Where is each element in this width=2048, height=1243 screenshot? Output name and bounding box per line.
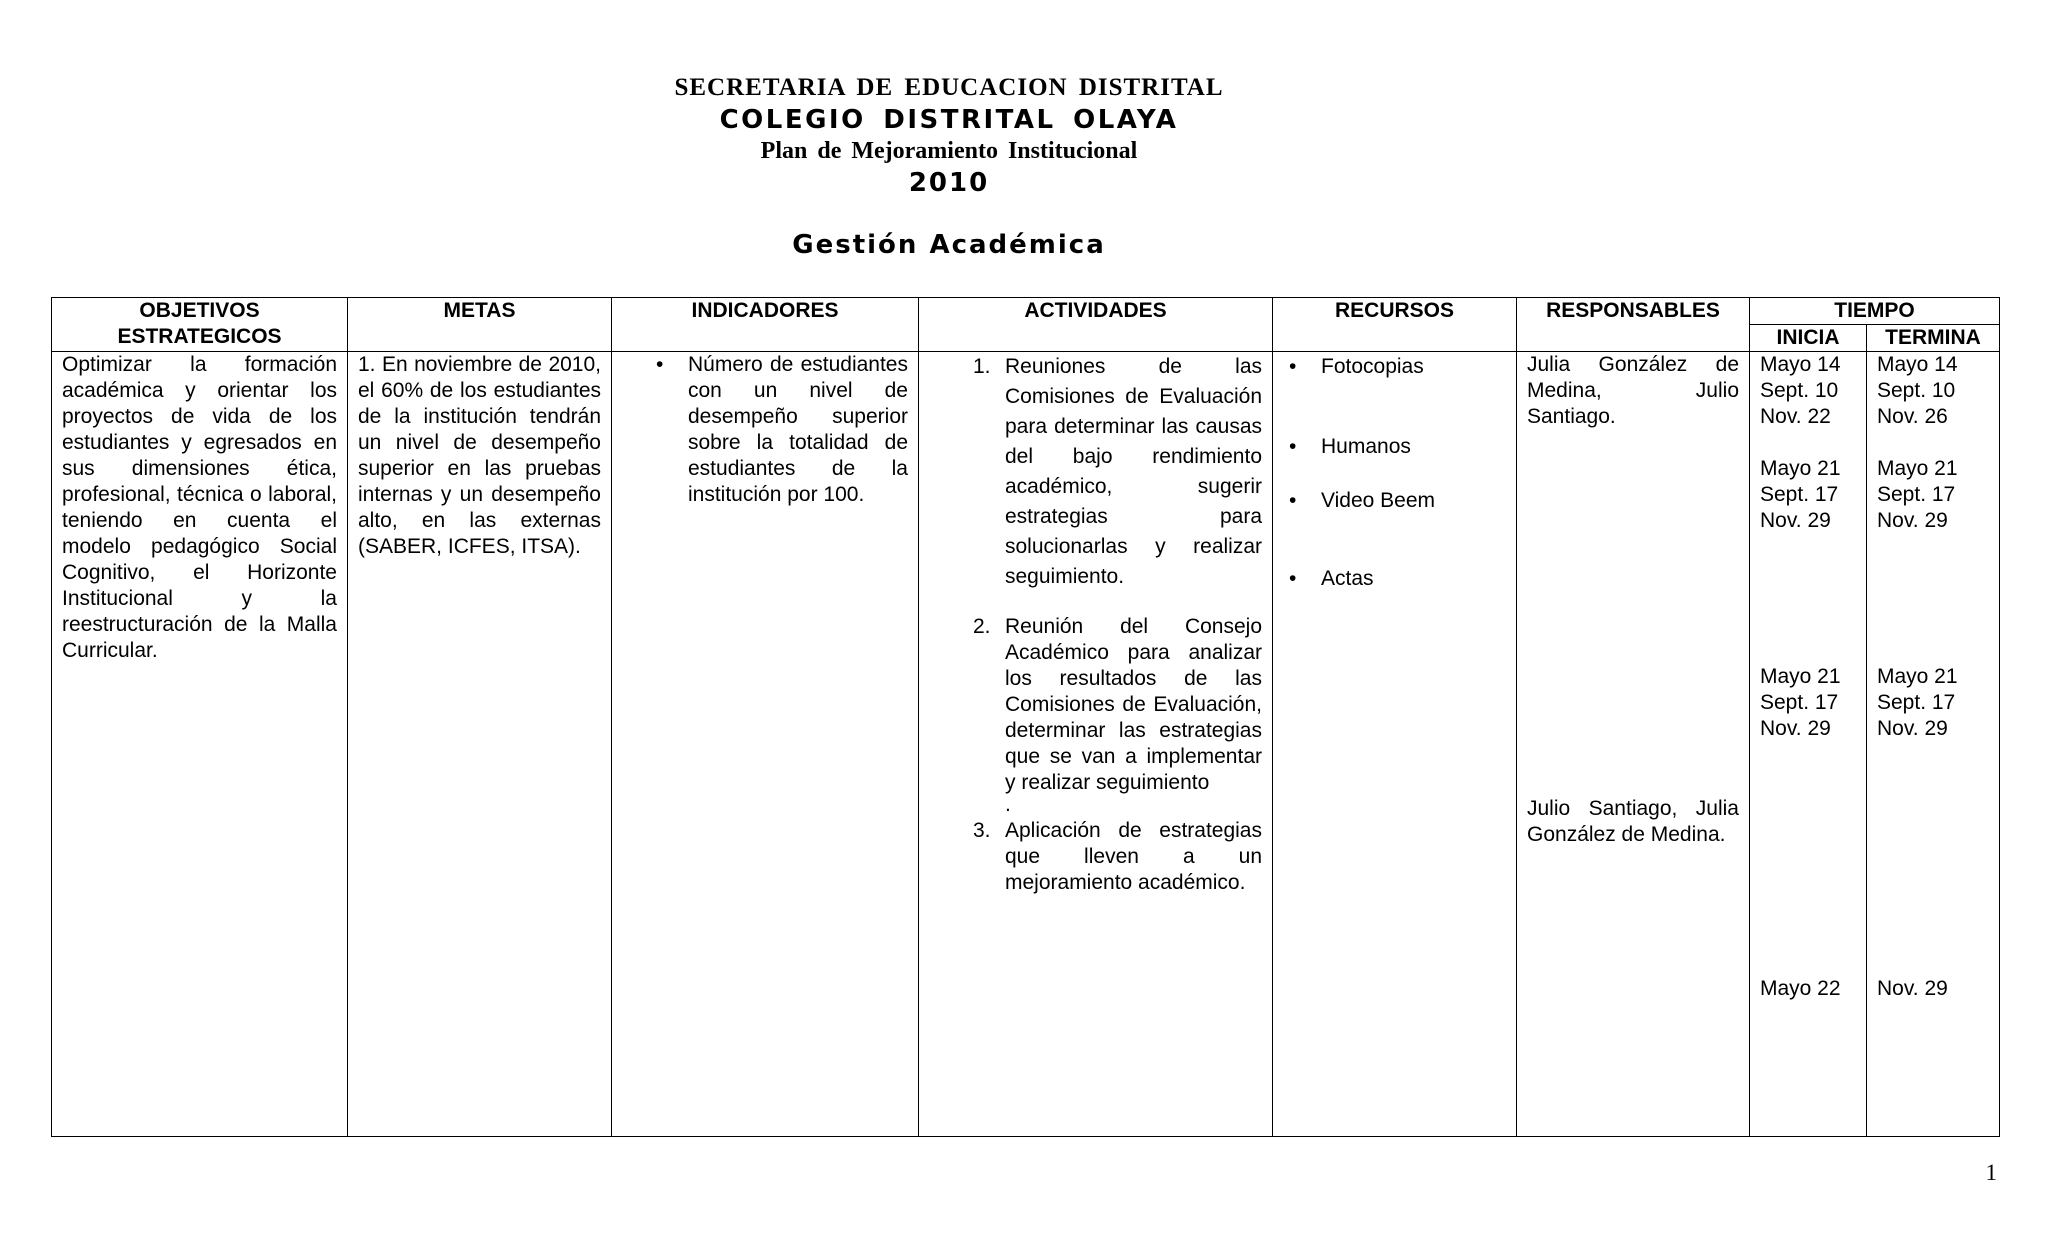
header-tiempo: TIEMPO xyxy=(1750,298,2000,325)
actividad-number: 2. xyxy=(973,615,991,638)
termina-group-2 xyxy=(1877,456,1989,534)
section-title: Gestión Académica xyxy=(792,230,1106,260)
header-objetivos: OBJETIVOS ESTRATEGICOS xyxy=(52,298,348,352)
date-value: Mayo 14 xyxy=(1760,353,1841,376)
indicador-item: • Número de estudiantes con un nivel de desempeño superior sobre la totalidad de estudiantes de la institución por 100. xyxy=(650,352,908,508)
header-termina: TERMINA xyxy=(1867,325,2000,352)
date-value: Mayo 21 xyxy=(1877,457,1958,480)
actividad-text: Reunión del Consejo Académico para analizar los resultados de las Comisiones de Evaluación, determinar las estrategias que se van a implementar y realizar seguimiento xyxy=(1005,615,1262,794)
termina-group-1 xyxy=(1877,352,1989,430)
date-value: Nov. 29 xyxy=(1760,717,1831,740)
inicia-group-2 xyxy=(1760,456,1856,534)
inicia-cell xyxy=(1750,352,1867,1137)
actividades-cell xyxy=(919,352,1273,1137)
objetivo-cell: Optimizar la formación académica y orientar los proyectos de vida de los estudiantes y egresados en sus dimensiones ética, profesional, técnica o laboral, teniendo en cuenta el modelo pedagógico Social Cognitivo, el Horizonte Institucional y la reestructuración de la Malla Curricular. xyxy=(52,352,348,1137)
date-value: Sept. 17 xyxy=(1877,691,1956,714)
actividad-trailing-period: . xyxy=(1005,793,1011,816)
year-title: 2010 xyxy=(908,168,990,198)
date-value: Nov. 26 xyxy=(1877,405,1948,428)
inicia-group-4 xyxy=(1760,976,1856,1002)
recursos-cell xyxy=(1273,352,1517,1137)
inicia-group-1 xyxy=(1760,352,1856,430)
responsables-cell xyxy=(1517,352,1750,1137)
date-value: Sept. 17 xyxy=(1760,691,1839,714)
date-value: Nov. 29 xyxy=(1760,509,1831,532)
date-value: Nov. 29 xyxy=(1877,717,1948,740)
date-value: Mayo 14 xyxy=(1877,353,1958,376)
actividad-text: Reuniones de las Comisiones de Evaluación para determinar las causas del bajo rendimiento académico, sugerir estrategias para solucionarlas y realizar seguimiento. xyxy=(1005,355,1262,588)
termina-group-4 xyxy=(1877,976,1989,1002)
secretaria-title: SECRETARIA DE EDUCACION DISTRITAL xyxy=(674,74,1224,101)
document-header xyxy=(0,72,2048,262)
improvement-plan-table xyxy=(51,297,2000,1137)
recurso-item: • Humanos xyxy=(1283,432,1506,462)
indicador-cell xyxy=(612,352,919,1137)
recurso-item: • Actas xyxy=(1283,564,1506,594)
page-number: 1 xyxy=(1985,1160,1997,1185)
date-value: Sept. 10 xyxy=(1877,379,1956,402)
date-value: Nov. 22 xyxy=(1760,405,1831,428)
date-value: Mayo 21 xyxy=(1760,457,1841,480)
actividad-number: 3. xyxy=(973,819,991,842)
recurso-item: • Fotocopias xyxy=(1283,352,1506,382)
meta-cell: 1. En noviembre de 2010, el 60% de los estudiantes de la institución tendrán un nivel de desempeño superior en las pruebas internas y un desempeño alto, en las externas (SABER, ICFES, ITSA). xyxy=(348,352,612,1137)
date-value: Nov. 29 xyxy=(1877,977,1948,1000)
actividad-text: Aplicación de estrategias que lleven a un mejoramiento académico. xyxy=(1005,819,1262,894)
header-inicia: INICIA xyxy=(1750,325,1867,352)
actividad-item-3 xyxy=(973,818,1262,896)
actividad-item-1 xyxy=(973,352,1262,592)
termina-group-3 xyxy=(1877,664,1989,742)
responsable-item-1: Julia González de Medina, Julio Santiago. xyxy=(1527,353,1739,428)
header-indicadores: INDICADORES xyxy=(612,298,919,352)
date-value: Mayo 21 xyxy=(1877,665,1958,688)
date-value: Sept. 17 xyxy=(1760,483,1839,506)
colegio-title: COLEGIO DISTRITAL OLAYA xyxy=(719,105,1179,135)
date-value: Mayo 21 xyxy=(1760,665,1841,688)
responsable-item-2: Julio Santiago, Julia González de Medina. xyxy=(1527,797,1739,846)
date-value: Sept. 10 xyxy=(1760,379,1839,402)
header-metas: METAS xyxy=(348,298,612,352)
termina-cell xyxy=(1867,352,2000,1137)
date-value: Nov. 29 xyxy=(1877,509,1948,532)
recurso-item: • Video Beem xyxy=(1283,486,1506,516)
header-responsables: RESPONSABLES xyxy=(1517,298,1750,352)
date-value: Sept. 17 xyxy=(1877,483,1956,506)
plan-title: Plan de Mejoramiento Institucional xyxy=(760,138,1138,164)
header-recursos: RECURSOS xyxy=(1273,298,1517,352)
inicia-group-3 xyxy=(1760,664,1856,742)
date-value: Mayo 22 xyxy=(1760,977,1841,1000)
actividad-number: 1. xyxy=(973,355,991,378)
actividad-item-2 xyxy=(973,614,1262,814)
header-actividades: ACTIVIDADES xyxy=(919,298,1273,352)
